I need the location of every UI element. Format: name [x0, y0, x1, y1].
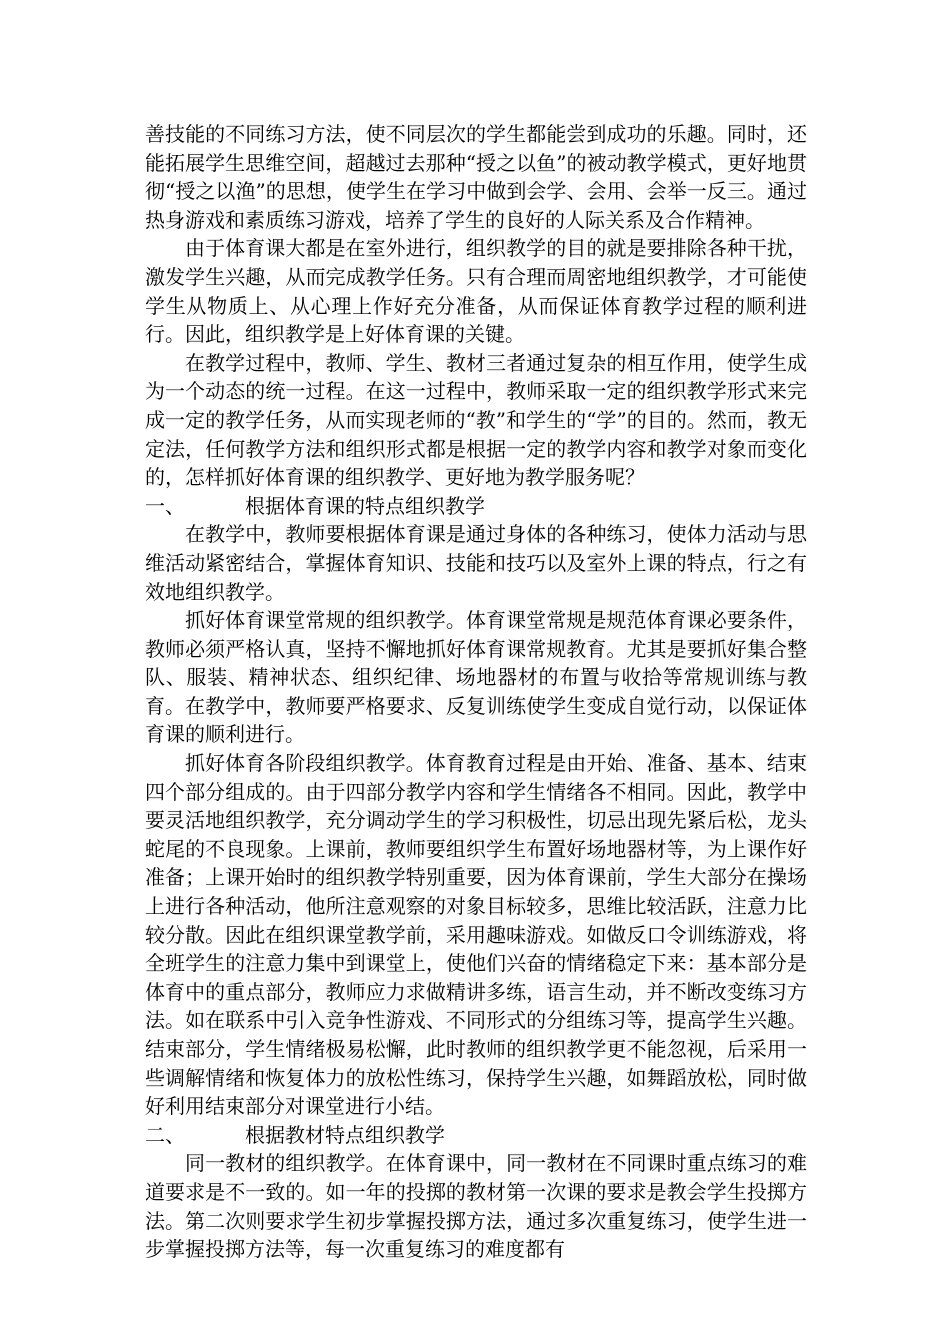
section-number: 二、 [145, 1122, 185, 1147]
section-title: 根据教材特点组织教学 [245, 1122, 445, 1147]
section-heading-1 [145, 492, 807, 521]
paragraph: 善技能的不同练习方法，使不同层次的学生都能尝到成功的乐趣。同时，还能拓展学生思维空间，超越过去那种“授之以鱼”的被动教学模式，更好地贯彻“授之以渔”的思想，使学生在学习中做到会学、会用、会举一反三。通过热身游戏和素质练习游戏，培养了学生的良好的人际关系及合作精神。 [145, 122, 807, 232]
paragraph: 抓好体育各阶段组织教学。体育教育过程是由开始、准备、基本、结束四个部分组成的。由于四部分教学内容和学生情绪各不相同。因此，教学中要灵活地组织教学，充分调动学生的学习积极性，切忌出现先紧后松，龙头蛇尾的不良现象。上课前，教师要组织学生布置好场地器材等，为上课作好准备；上课开始时的组织教学特别重要，因为体育课前，学生大部分在操场上进行各种活动，他所注意观察的对象目标较多，思维比较活跃，注意力比较分散。因此在组织课堂教学前，采用趣味游戏。如做反口令训练游戏，将全班学生的注意力集中到课堂上，使他们兴奋的情绪稳定下来：基本部分是体育中的重点部分，教师应力求做精讲多练，语言生动，并不断改变练习方法。如在联系中引入竞争性游戏、不同形式的分组练习等，提高学生兴趣。结束部分，学生情绪极易松懈，此时教师的组织教学更不能忽视，后采用一些调解情绪和恢复体力的放松性练习，保持学生兴趣，如舞蹈放松，同时做好利用结束部分对课堂进行小结。 [145, 751, 807, 1119]
paragraph: 同一教材的组织教学。在体育课中，同一教材在不同课时重点练习的难道要求是不一致的。如一年的投掷的教材第一次课的要求是教会学生投掷方法。第二次则要求学生初步掌握投掷方法，通过多次重复练习，使学生进一步掌握投掷方法等，每一次重复练习的难度都有 [145, 1151, 807, 1262]
paragraph: 在教学中，教师要根据体育课是通过身体的各种练习，使体力活动与思维活动紧密结合，掌握体育知识、技能和技巧以及室外上课的特点，行之有效地组织教学。 [145, 522, 807, 604]
document-page [145, 120, 807, 1264]
section-title: 根据体育课的特点组织教学 [245, 493, 485, 518]
paragraph: 抓好体育课堂常规的组织教学。体育课堂常规是规范体育课必要条件，教师必须严格认真，坚持不懈地抓好体育课常规教育。尤其是要抓好集合整队、服装、精神状态、组织纪律、场地器材的布置与收拾等常规训练与教育。在教学中，教师要严格要求、反复训练使学生变成自觉行动，以保证体育课的顺利进行。 [145, 608, 807, 747]
paragraph: 由于体育课大都是在室外进行，组织教学的目的就是要排除各种干扰，激发学生兴趣，从而完成教学任务。只有合理而周密地组织教学，才可能使学生从物质上、从心理上作好充分准备，从而保证体育教学过程的顺利进行。因此，组织教学是上好体育课的关键。 [145, 236, 807, 347]
section-heading-2 [145, 1121, 807, 1150]
section-number: 一、 [145, 493, 185, 518]
paragraph: 在教学过程中，教师、学生、教材三者通过复杂的相互作用，使学生成为一个动态的统一过程。在这一过程中，教师采取一定的组织教学形式来完成一定的教学任务，从而实现老师的“教”和学生的“学”的目的。然而，教无定法，任何教学方法和组织形式都是根据一定的教学内容和教学对象而变化的，怎样抓好体育课的组织教学、更好地为教学服务呢？ [145, 350, 807, 490]
